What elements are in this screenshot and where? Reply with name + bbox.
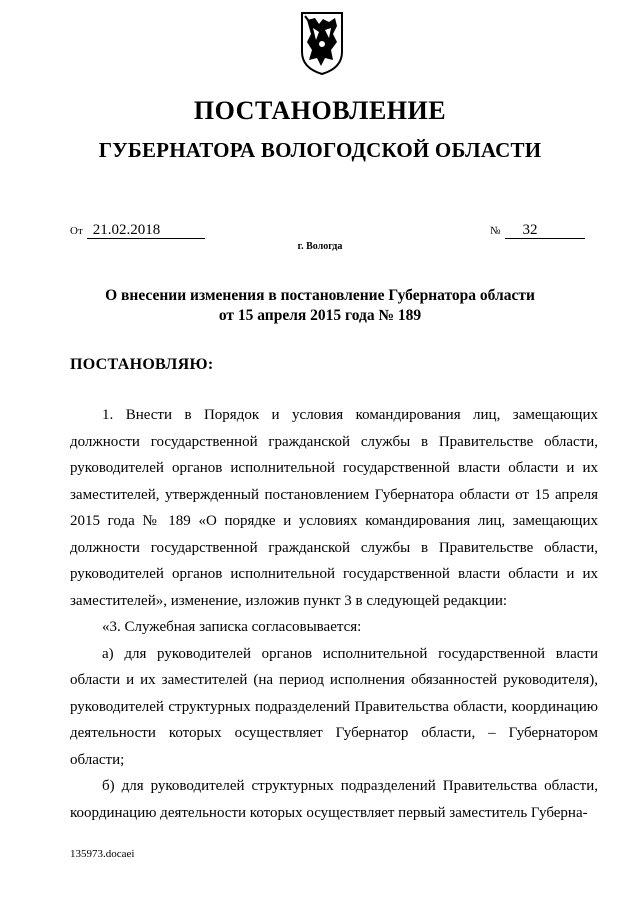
document-subject <box>0 286 640 326</box>
document-city: г. Вологда <box>297 241 343 252</box>
coat-of-arms-icon <box>299 10 345 76</box>
date-prefix: От <box>70 225 83 237</box>
document-title: ПОСТАНОВЛЕНИЕ <box>193 96 447 125</box>
paragraph-4: б) для руководителей структурных подразделений Правительства области, координацию деятельности которых осуществляет первый заместитель Губерна- <box>70 778 598 821</box>
document-subtitle: ГУБЕРНАТОРА ВОЛОГОДСКОЙ ОБЛАСТИ <box>98 138 542 162</box>
decree-word: ПОСТАНОВЛЯЮ: <box>70 356 214 373</box>
paragraph-3: а) для руководителей органов исполнительной государственной власти области и их заместителей (на период исполнения обязанностей руководителя), руководителей структурных подразделений Правительства области, координацию деятельности которых осуществляет Губернатор области, – Губернатором области; <box>70 645 598 768</box>
document-number <box>490 222 585 242</box>
paragraph-1: 1. Внести в Порядок и условия командирования лиц, замещающих должности государственной гражданской службы в Правительстве области, руководителей органов исполнительной государственной власти области и их заместителей, утвержденный постановлением Губернатора области от 15 апреля 2015 года № 189 «О порядке и условиях командирования лиц, замещающих должности государственной гражданской службы в Правительстве области, руководителей органов исполнительной государственной власти области и их заместителей», изменение, изложив пункт 3 в следующей редакции: <box>70 407 598 609</box>
subject-line-2: от 15 апреля 2015 года № 189 <box>218 307 422 324</box>
document-body <box>70 402 598 826</box>
subject-line-1: О внесении изменения в постановление Губернатора области <box>105 287 535 304</box>
number-prefix: № <box>490 225 501 237</box>
number-value: 32 <box>505 222 585 239</box>
file-code: 135973.docaei <box>70 848 135 860</box>
paragraph-2: «3. Служебная записка согласовывается: <box>102 619 362 635</box>
document-date <box>70 222 205 242</box>
date-value: 21.02.2018 <box>87 222 205 239</box>
